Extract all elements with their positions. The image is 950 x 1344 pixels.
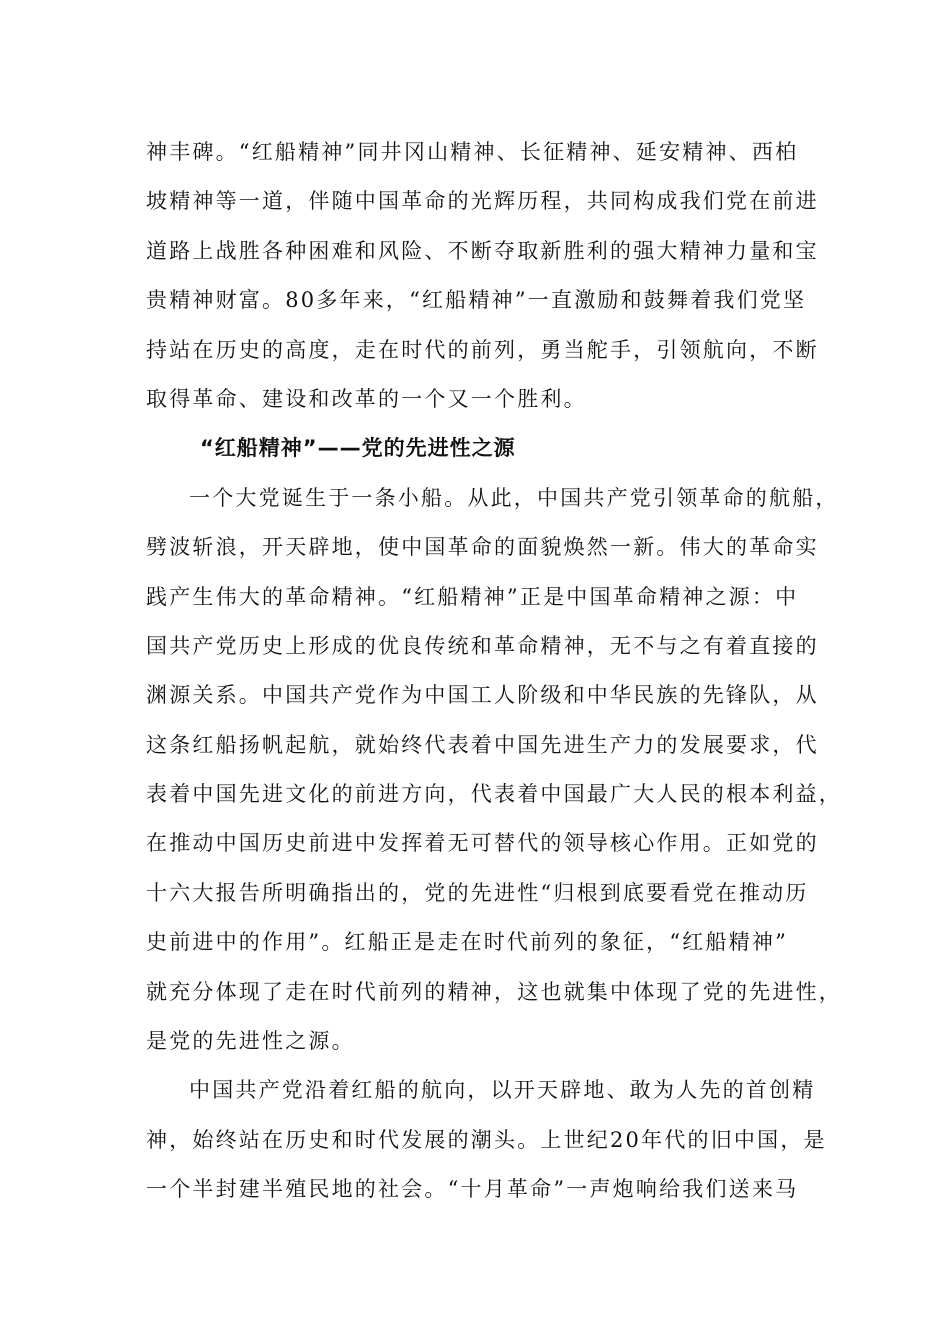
text-line: 就充分体现了走在时代前列的精神，这也就集中体现了党的先进性， xyxy=(146,979,842,1004)
text-line: 一个大党诞生于一条小船。从此，中国共产党引领革命的航船， xyxy=(189,485,839,510)
text-line: 取得革命、建设和改革的一个又一个胜利。 xyxy=(146,386,587,411)
text-line: 神，始终站在历史和时代发展的潮头。上世纪20年代的旧中国，是 xyxy=(146,1127,827,1152)
text-line: 坡精神等一道，伴随中国革命的光辉历程，共同构成我们党在前进 xyxy=(146,189,819,214)
text-line: 践产生伟大的革命精神。“红船精神”正是中国革命精神之源：中 xyxy=(146,584,799,609)
text-line: 十六大报告所明确指出的，党的先进性“归根到底要看党在推动历 xyxy=(146,880,809,905)
text-line: 这条红船扬帆起航，就始终代表着中国先进生产力的发展要求，代 xyxy=(146,732,819,757)
text-line: 渊源关系。中国共产党作为中国工人阶级和中华民族的先锋队，从 xyxy=(146,683,819,708)
section-heading: “红船精神”——党的先进性之源 xyxy=(200,436,516,461)
text-line: 持站在历史的高度，走在时代的前列，勇当舵手，引领航向，不断 xyxy=(146,337,819,362)
text-line: 史前进中的作用”。红船正是走在时代前列的象征，“红船精神” xyxy=(146,930,789,955)
document-body xyxy=(146,128,842,1215)
text-line: 一个半封建半殖民地的社会。“十月革命”一声炮响给我们送来马 xyxy=(146,1177,799,1202)
text-line: 是党的先进性之源。 xyxy=(146,1029,355,1054)
text-line: 神丰碑。“红船精神”同井冈山精神、长征精神、延安精神、西柏 xyxy=(146,140,799,164)
text-line: 道路上战胜各种困难和风险、不断夺取新胜利的强大精神力量和宝 xyxy=(146,238,819,263)
text-line: 劈波斩浪，开天辟地，使中国革命的面貌焕然一新。伟大的革命实 xyxy=(146,535,819,560)
text-line: 贵精神财富。80多年来，“红船精神”一直激励和鼓舞着我们党坚 xyxy=(146,288,807,313)
text-line: 国共产党历史上形成的优良传统和革命精神，无不与之有着直接的 xyxy=(146,633,819,658)
text-line: 表着中国先进文化的前进方向，代表着中国最广大人民的根本利益， xyxy=(146,782,842,807)
text-line: 在推动中国历史前进中发挥着无可替代的领导核心作用。正如党的 xyxy=(146,831,819,856)
text-line: 中国共产党沿着红船的航向，以开天辟地、敢为人先的首创精 xyxy=(189,1078,816,1103)
